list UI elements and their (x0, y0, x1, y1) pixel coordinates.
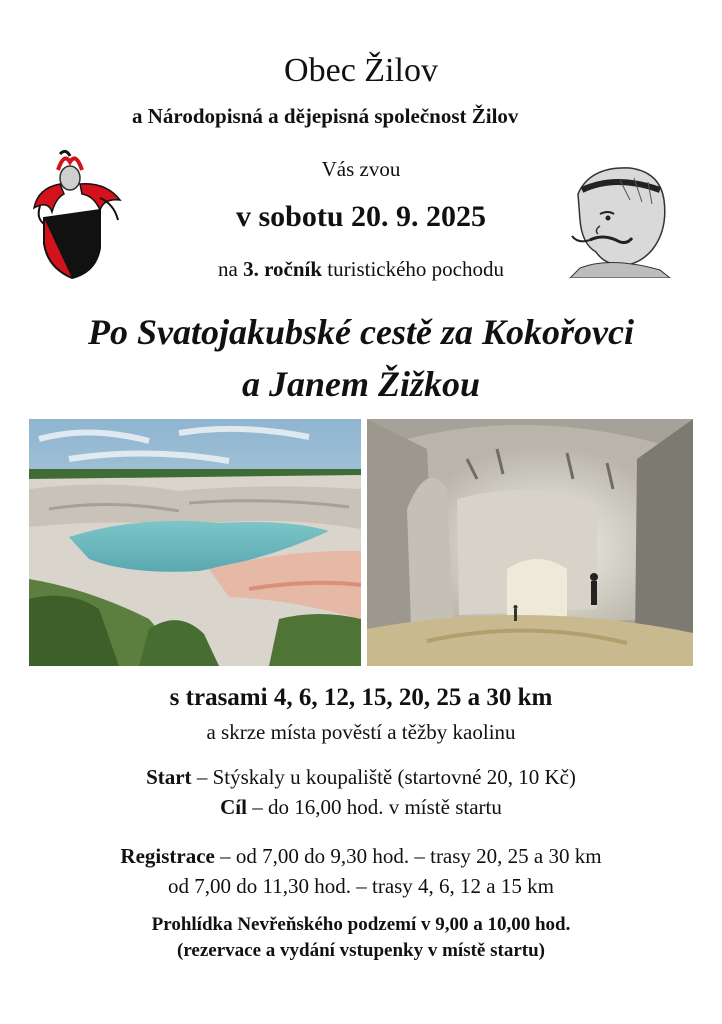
start-label: Start (146, 765, 192, 789)
start-text: – Stýskaly u koupaliště (startovné 20, 10 Kč) (191, 765, 576, 789)
page-title: Obec Žilov (284, 52, 438, 89)
invite-text: Vás zvou (321, 157, 401, 181)
event-title-line-2: a Janem Žižkou (241, 364, 481, 404)
event-title-line-1: Po Svatojakubské cestě za Kokořovci (88, 312, 634, 352)
registration-label: Registrace (120, 844, 215, 868)
event-title (0, 306, 722, 410)
organizer-subtitle: a Národopisná a dějepisná společnost Žilov (132, 104, 519, 128)
registration-text-1: – od 7,00 do 9,30 hod. – trasy 20, 25 a 30 km (214, 844, 602, 868)
routes-line: s trasami 4, 6, 12, 15, 20, 25 a 30 km (169, 684, 553, 711)
kaolin-quarry-lake-photo (29, 419, 361, 666)
registration-line-2: od 7,00 do 11,30 hod. – trasy 4, 6, 12 a 15 km (168, 874, 554, 898)
finish-label: Cíl (220, 795, 247, 819)
event-date: v sobotu 20. 9. 2025 (235, 200, 487, 233)
tour-line-2: (rezervace a vydání vstupenky v místě startu) (177, 940, 545, 961)
finish-text: – do 16,00 hod. v místě startu (246, 795, 502, 819)
underground-tunnel-photo (367, 419, 693, 666)
edition-suffix: turistického pochodu (322, 257, 504, 281)
edition-prefix: na (217, 257, 244, 281)
registration-line-1 (0, 844, 722, 869)
tour-line-1: Prohlídka Nevřeňského podzemí v 9,00 a 10,00 hod. (151, 914, 571, 935)
places-line: a skrze místa pověstí a těžby kaolinu (206, 720, 516, 744)
edition-number: 3. ročník (243, 257, 323, 281)
start-line (0, 765, 722, 790)
coat-of-arms-icon (30, 148, 128, 280)
finish-line (0, 795, 722, 820)
portrait-engraving-icon (560, 160, 675, 278)
